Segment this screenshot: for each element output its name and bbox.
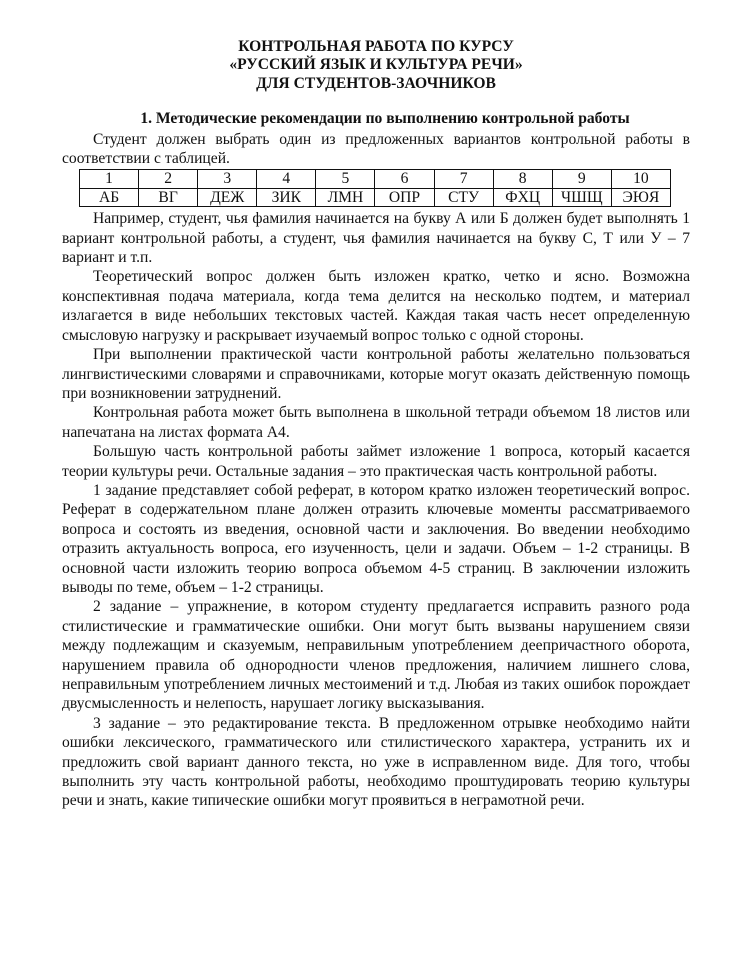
paragraph-example: Например, студент, чья фамилия начинается на букву А или Б должен будет выполнять 1 вариант контрольной работы, а студент, чья фамилия начинается на букву С, Т или У – 7 вариант и т.п. bbox=[62, 210, 690, 267]
title-line-3: ДЛЯ СТУДЕНТОВ-ЗАОЧНИКОВ bbox=[256, 74, 496, 92]
document-title bbox=[62, 38, 690, 93]
table-cell: АБ bbox=[80, 188, 139, 206]
table-row-numbers bbox=[80, 170, 671, 188]
intro-paragraph: Студент должен выбрать один из предложенных вариантов контрольной работы в соответствии с таблицей. bbox=[62, 130, 690, 168]
table-cell: 4 bbox=[257, 170, 316, 188]
paragraph-practice: При выполнении практической части контрольной работы желательно пользоваться лингвистическими словарями и справочниками, которые могут оказать действенную помощь при возникновении затруднений. bbox=[62, 346, 690, 402]
table-cell: ЗИК bbox=[257, 188, 316, 206]
table-cell: ЭЮЯ bbox=[611, 188, 670, 206]
table-cell: 6 bbox=[375, 170, 434, 188]
title-line-2: «РУССКИЙ ЯЗЫК И КУЛЬТУРА РЕЧИ» bbox=[229, 56, 523, 74]
paragraph-theory: Теоретический вопрос должен быть изложен кратко, четко и ясно. Возможна конспективная подача материала, когда тема делится на несколько подтем, и материал излагается в виде небольших текстовых частей. Каждая такая часть несет определенную смысловую нагрузку и раскрывает изучаемый вопрос только с одной стороны. bbox=[62, 268, 690, 344]
table-row-letters bbox=[80, 188, 671, 206]
table-cell: ЛМН bbox=[316, 188, 375, 206]
table-cell: ЧШЩ bbox=[552, 188, 611, 206]
table-cell: 8 bbox=[493, 170, 552, 188]
table-cell: ОПР bbox=[375, 188, 434, 206]
table-cell: 5 bbox=[316, 170, 375, 188]
table-cell: ФХЦ bbox=[493, 188, 552, 206]
table-cell: 2 bbox=[139, 170, 198, 188]
title-line-1: КОНТРОЛЬНАЯ РАБОТА ПО КУРСУ bbox=[238, 38, 514, 55]
paragraph-task-2: 2 задание – упражнение, в котором студенту предлагается исправить разного рода стилистические и грамматические ошибки. Они могут быть вызваны нарушением связи между подлежащим и сказуемым, неправильным употреблением деепричастного оборота, нарушением правила об однородности членов предложения, наличием лишнего слова, неправильным употреблением личных местоимений и т.д. Любая из таких ошибок порождает двусмысленность и нелепость, нарушает логику высказывания. bbox=[62, 598, 690, 713]
paragraph-task-3: 3 задание – это редактирование текста. В предложенном отрывке необходимо найти ошибки лексического, грамматического или стилистического характера, устранить их и предложить свой вариант данного текста, но уже в исправленном виде. Для того, чтобы выполнить эту часть контрольной работы, необходимо проштудировать теорию культуры речи и знать, какие типические ошибки могут проявиться в неграмотной речи. bbox=[62, 714, 690, 810]
table-cell: ДЕЖ bbox=[198, 188, 257, 206]
table-cell: 7 bbox=[434, 170, 493, 188]
table-cell: 10 bbox=[611, 170, 670, 188]
table-cell: СТУ bbox=[434, 188, 493, 206]
document-page bbox=[62, 38, 690, 811]
table-cell: ВГ bbox=[139, 188, 198, 206]
section-heading: 1. Методические рекомендации по выполнению контрольной работы bbox=[140, 110, 630, 128]
paragraph-format: Контрольная работа может быть выполнена в школьной тетради объемом 18 листов или напечатана на листах формата А4. bbox=[62, 404, 690, 441]
variants-table bbox=[79, 169, 671, 207]
table-cell: 3 bbox=[198, 170, 257, 188]
table-cell: 9 bbox=[552, 170, 611, 188]
paragraph-task-1: 1 задание представляет собой реферат, в котором кратко изложен теоретический вопрос. Реферат в содержательном плане должен отразить ключевые моменты рассматриваемого вопроса и состоять из введения, основной части и заключения. Во введении необходимо отразить актуальность вопроса, его изученность, цели и задачи. Объем – 1-2 страницы. В основной части изложить теорию вопроса объемом 4-5 страниц. В заключении изложить выводы по теме, объем – 1-2 страницы. bbox=[62, 481, 690, 596]
paragraph-structure: Большую часть контрольной работы займет изложение 1 вопроса, который касается теории культуры речи. Остальные задания – это практическая часть контрольной работы. bbox=[62, 443, 690, 480]
table-cell: 1 bbox=[80, 170, 139, 188]
